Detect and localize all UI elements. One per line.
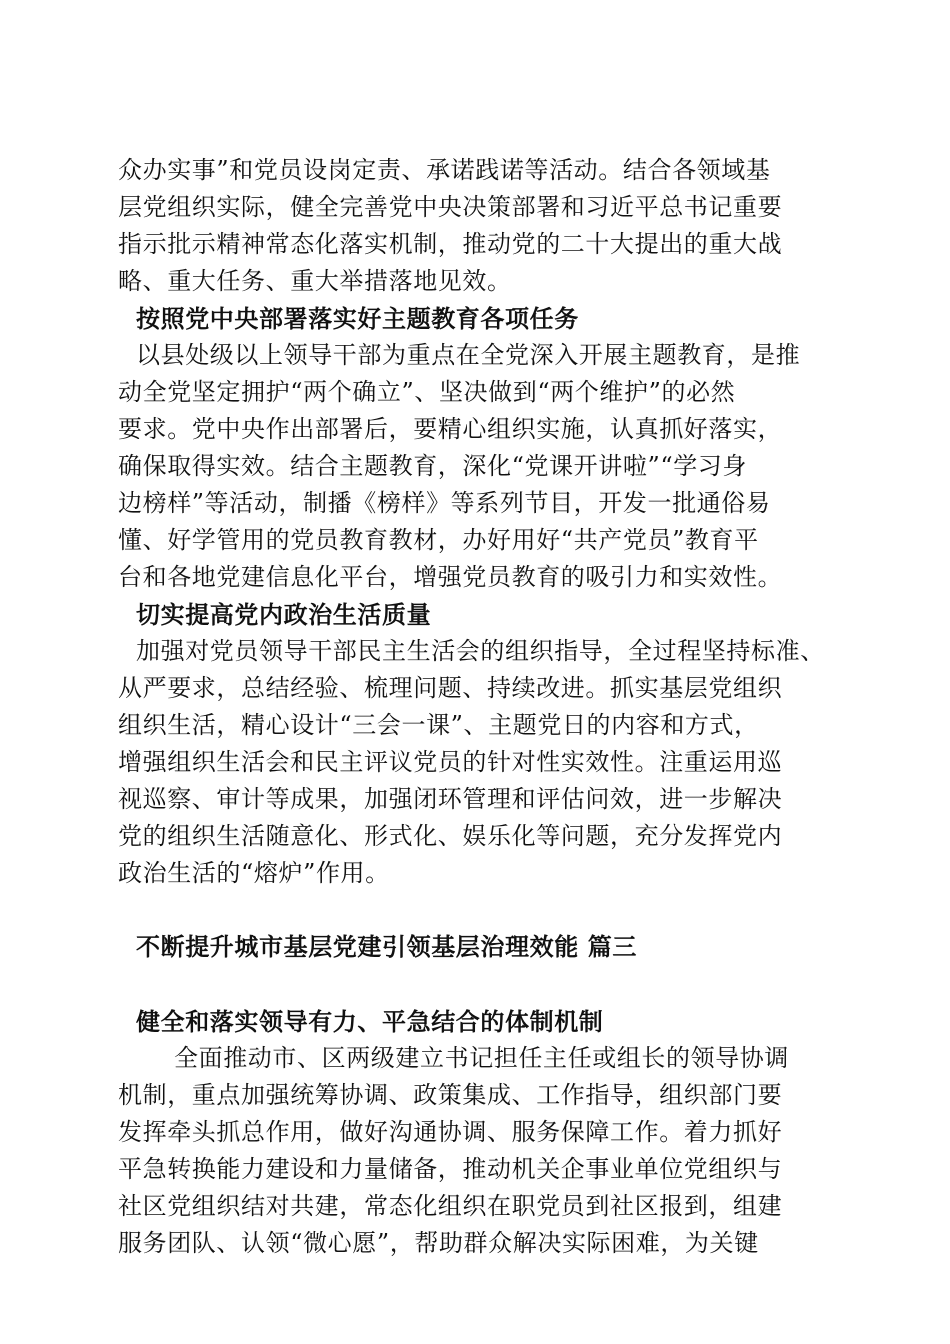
paragraph-block-4 [118,1040,840,1262]
text-line: 社区党组织结对共建，常态化组织在职党员到社区报到，组建 [118,1192,783,1220]
text-line: 确保取得实效。结合主题教育，深化“党课开讲啦”“学习身 [118,452,748,480]
text-line: 增强组织生活会和民主评议党员的针对性实效性。注重运用巡 [118,748,783,776]
text-line: 层党组织实际，健全完善党中央决策部署和习近平总书记重要 [118,193,783,221]
text-line: 边榜样”等活动，制播《榜样》等系列节目，开发一批通俗易 [118,489,771,517]
text-line: 要求。党中央作出部署后，要精心组织实施，认真抓好落实， [118,415,783,443]
paragraph-block-2 [118,337,840,596]
spacer [118,965,840,1003]
text-line: 平急转换能力建设和力量储备，推动机关企事业单位党组织与 [118,1155,783,1183]
text-line: 全面推动市、区两级建立书记担任主任或组长的领导协调 [174,1044,789,1072]
text-line: 党的组织生活随意化、形式化、娱乐化等问题，充分发挥党内 [118,822,783,850]
text-line: 从严要求，总结经验、梳理问题、持续改进。抓实基层党组织 [118,674,783,702]
section-heading-1: 按照党中央部署落实好主题教育各项任务 [136,304,579,333]
text-line: 加强对党员领导干部民主生活会的组织指导，全过程坚持标准、 [136,637,825,665]
text-line: 以县处级以上领导干部为重点在全党深入开展主题教育，是推 [136,341,801,369]
text-line: 服务团队、认领“微心愿”，帮助群众解决实际困难，为关键 [118,1229,759,1257]
text-line: 机制，重点加强统筹协调、政策集成、工作指导，组织部门要 [118,1081,783,1109]
text-line: 视巡察、审计等成果，加强闭环管理和评估问效，进一步解决 [118,785,783,813]
paragraph-block-3 [118,633,840,892]
text-line: 略、重大任务、重大举措落地见效。 [118,267,512,295]
paragraph-block-1 [118,152,840,300]
spacer [118,892,840,928]
text-line: 组织生活，精心设计“三会一课”、主题党日的内容和方式， [118,711,759,739]
text-line: 政治生活的“熔炉”作用。 [118,859,390,887]
text-line: 动全党坚定拥护“两个确立”、坚决做到“两个维护”的必然 [118,378,736,406]
text-line: 发挥牵头抓总作用，做好沟通协调、服务保障工作。着力抓好 [118,1118,783,1146]
text-line: 台和各地党建信息化平台，增强党员教育的吸引力和实效性。 [118,563,783,591]
text-line: 众办实事”和党员设岗定责、承诺践诺等活动。结合各领域基 [118,156,771,184]
text-line: 指示批示精神常态化落实机制，推动党的二十大提出的重大战 [118,230,783,258]
article-section-title: 不断提升城市基层党建引领基层治理效能 篇三 [136,932,637,961]
section-heading-3: 健全和落实领导有力、平急结合的体制机制 [136,1007,604,1036]
section-heading-2: 切实提高党内政治生活质量 [136,600,432,629]
text-line: 懂、好学管用的党员教育教材，办好用好“共产党员”教育平 [118,526,759,554]
